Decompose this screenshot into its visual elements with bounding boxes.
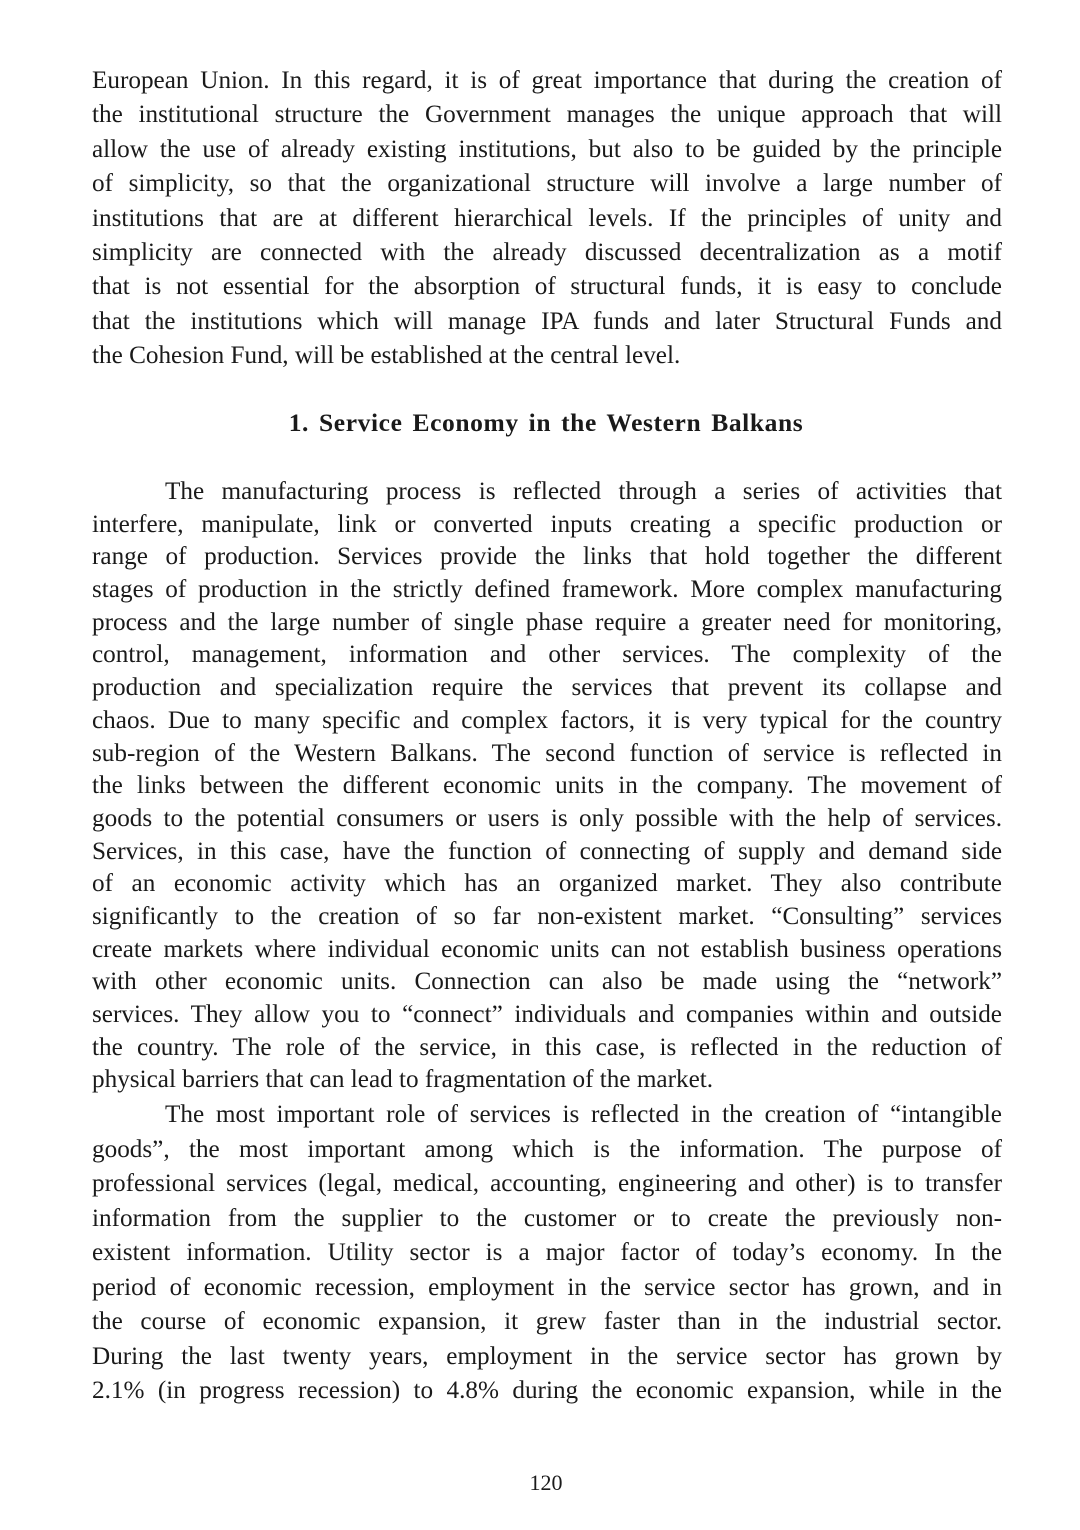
text-line: professional services (legal, medical, accounting, engineering and other) is to transfer [92, 1170, 1002, 1197]
text-line: range of production. Services provide the links that hold together the different [92, 543, 1002, 571]
text-line: During the last twenty years, employment in the service sector has grown by [92, 1342, 1002, 1370]
text-line: period of economic recession, employment in the service sector has grown, and in [92, 1273, 1002, 1301]
text-line: services. They allow you to “connect” individuals and companies within and outside [92, 1001, 1002, 1028]
paragraph-manufacturing [92, 476, 1002, 1097]
text-line: sub-region of the Western Balkans. The second function of service is reflected in [92, 739, 1002, 767]
text-line: goods”, the most important among which is the information. The purpose of [92, 1135, 1002, 1163]
text-line: information from the supplier to the customer or to create the previously non- [92, 1204, 1002, 1232]
text-line: simplicity are connected with the already discussed decentralization as a motif [92, 238, 1002, 266]
text-line: The most important role of services is reflected in the creation of “intangible [165, 1101, 1002, 1128]
paragraph-intro [92, 64, 1002, 374]
page-number: 120 [529, 1470, 563, 1495]
text-line: the Cohesion Fund, will be established at the central level. [92, 342, 681, 370]
text-line: create markets where individual economic units can not establish business operations [92, 935, 1002, 963]
text-line: that is not essential for the absorption of structural funds, it is easy to conclude [92, 273, 1002, 301]
paragraph-services-role [92, 1098, 1002, 1409]
text-line: significantly to the creation of so far non-existent market. “Consulting” services [92, 902, 1002, 930]
text-line: existent information. Utility sector is a major factor of today’s economy. In the [92, 1239, 1002, 1266]
text-line: the institutional structure the Government manages the unique approach that will [92, 101, 1002, 129]
text-line: European Union. In this regard, it is of great importance that during the creation of [92, 67, 1002, 94]
text-line: of an economic activity which has an organized market. They also contribute [92, 870, 1002, 898]
text-line: production and specialization require the services that prevent its collapse and [92, 674, 1002, 702]
text-line: interfere, manipulate, link or converted inputs creating a specific production or [92, 510, 1002, 538]
text-line: process and the large number of single phase require a greater need for monitoring, [92, 608, 1002, 636]
text-line: the links between the different economic units in the company. The movement of [92, 772, 1002, 800]
text-line: institutions that are at different hierarchical levels. If the principles of unity and [92, 204, 1002, 232]
text-line: that the institutions which will manage IPA funds and later Structural Funds and [92, 307, 1002, 335]
text-line: the course of economic expansion, it grew faster than in the industrial sector. [92, 1308, 1002, 1335]
text-line: of simplicity, so that the organizational structure will involve a large number of [92, 170, 1002, 198]
text-line: Services, in this case, have the function of connecting of supply and demand side [92, 837, 1002, 865]
text-line: allow the use of already existing institutions, but also to be guided by the principle [92, 135, 1002, 163]
text-line: with other economic units. Connection can also be made using the “network” [92, 968, 1002, 996]
text-line: goods to the potential consumers or users is only possible with the help of services. [92, 804, 1002, 832]
text-line: 2.1% (in progress recession) to 4.8% during the economic expansion, while in the [92, 1377, 1002, 1404]
text-line: chaos. Due to many specific and complex factors, it is very typical for the country [92, 706, 1002, 734]
text-line: control, management, information and other services. The complexity of the [92, 641, 1002, 669]
section-heading: 1. Service Economy in the Western Balkans [288, 408, 804, 437]
text-line: The manufacturing process is reflected through a series of activities that [165, 478, 1002, 505]
text-line: physical barriers that can lead to fragmentation of the market. [92, 1066, 714, 1094]
text-line: stages of production in the strictly defined framework. More complex manufacturing [92, 576, 1002, 604]
text-line: the country. The role of the service, in this case, is reflected in the reduction of [92, 1033, 1002, 1061]
